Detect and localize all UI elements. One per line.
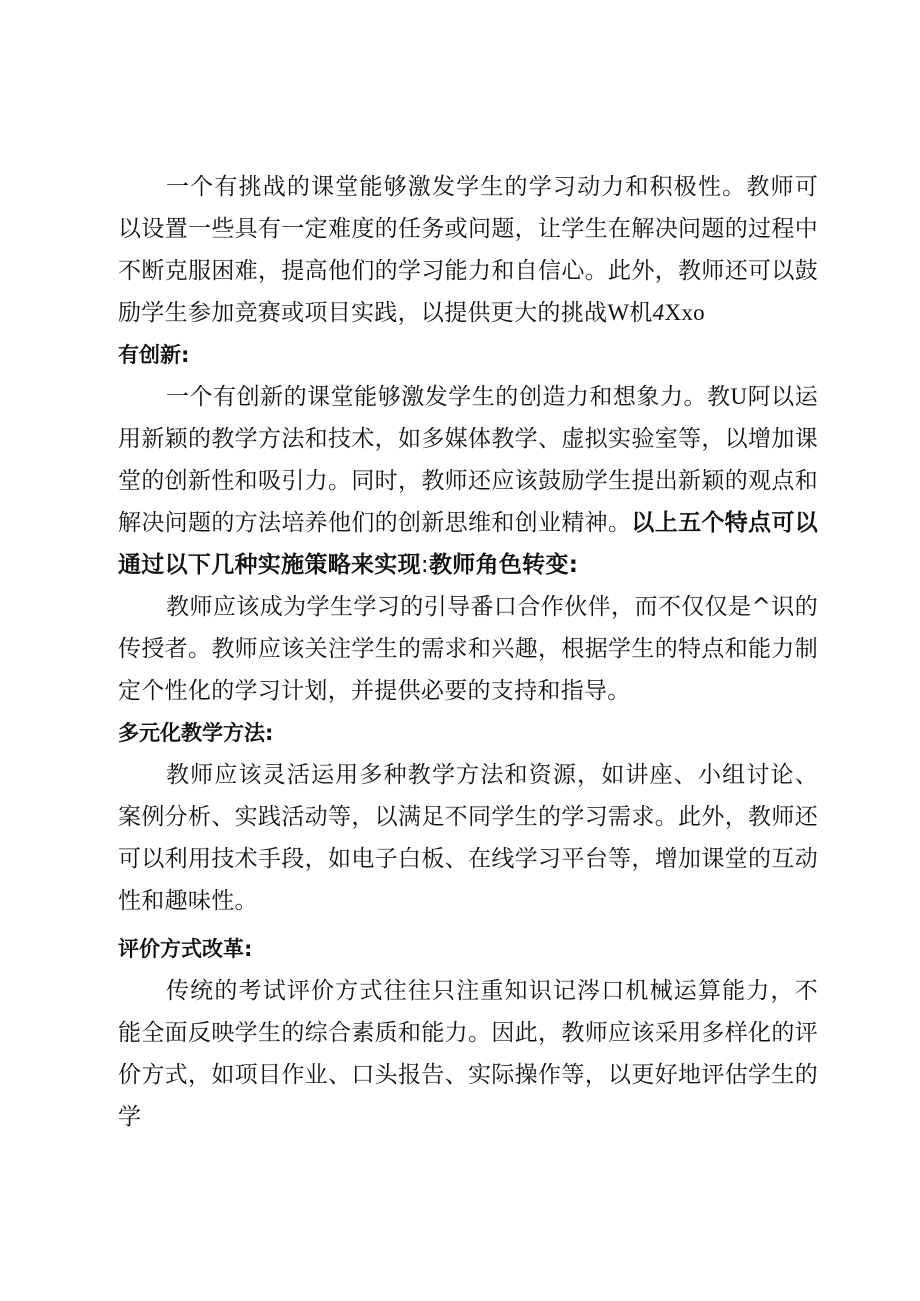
ocr-fragment-ji: 机 [629, 300, 653, 326]
paragraph-innovation [118, 376, 818, 586]
paragraph-teacher-role-text: 教师应该成为学生学习的引导番口合作伙伴，而不仅仅是^识的传授者。教师应该关注学生的需求和兴趣，根据学生的特点和能力制定个性化的学习计划，并提供必要的支持和指导。 [118, 594, 818, 704]
paragraph-innovation-text-b: 阿以运用新颖的教学方法和技术，如多媒体教学、虚拟实验室等，以增加课堂的创新性和吸引力。同时，教师还应该鼓励学生提出新颖的观点和解决问题的方法培养他们的创新思维和创业精神。 [118, 384, 819, 536]
paragraph-teacher-role [118, 586, 818, 712]
ocr-fragment-4: 4 [652, 300, 665, 325]
strategy-intro-text: 以上五个特点可以通过以下几种实施策略来实现 [118, 510, 818, 578]
paragraph-innovation-text-a: 一个有创新的课堂能够激发学生的创造力和想象力。教 [166, 384, 731, 410]
ocr-fragment-w: W [607, 300, 630, 325]
ocr-fragment-xxo: Xxo [664, 300, 705, 325]
paragraph-methods [118, 754, 818, 922]
heading-teacher-role: 教师角色转变: [428, 552, 579, 578]
paragraph-challenge-text: 一个有挑战的课堂能够激发学生的学习动力和积极性。教师可以设置一些具有一定难度的任务或问题，让学生在解决问题的过程中不断克服困难，提高他们的学习能力和自信心。此外，教师还可以鼓励学生参加竞赛或项目实践，以提供更大的挑战 [118, 174, 818, 326]
ocr-fragment-u: U [730, 384, 748, 409]
paragraph-evaluation-text: 传统的考试评价方式往往只注重知识记涔口机械运算能力，不能全面反映学生的综合素质和能力。因此，教师应该采用多样化的评价方式，如项目作业、口头报告、实际操作等，以更好地评估学生的学 [118, 978, 818, 1130]
heading-evaluation: 评价方式改革: [118, 937, 253, 961]
strategy-intro-colon: : [420, 552, 429, 578]
heading-innovation: 有创新: [118, 343, 190, 367]
heading-methods: 多元化教学方法: [118, 721, 274, 745]
paragraph-challenge [118, 166, 818, 334]
paragraph-methods-text: 教师应该灵活运用多种教学方法和资源，如讲座、小组讨论、案例分析、实践活动等，以满足不同学生的学习需求。此外，教师还可以利用技术手段，如电子白板、在线学习平台等，增加课堂的互动性和趣味性。 [118, 762, 818, 914]
document-body [118, 166, 818, 1138]
paragraph-evaluation [118, 970, 818, 1138]
